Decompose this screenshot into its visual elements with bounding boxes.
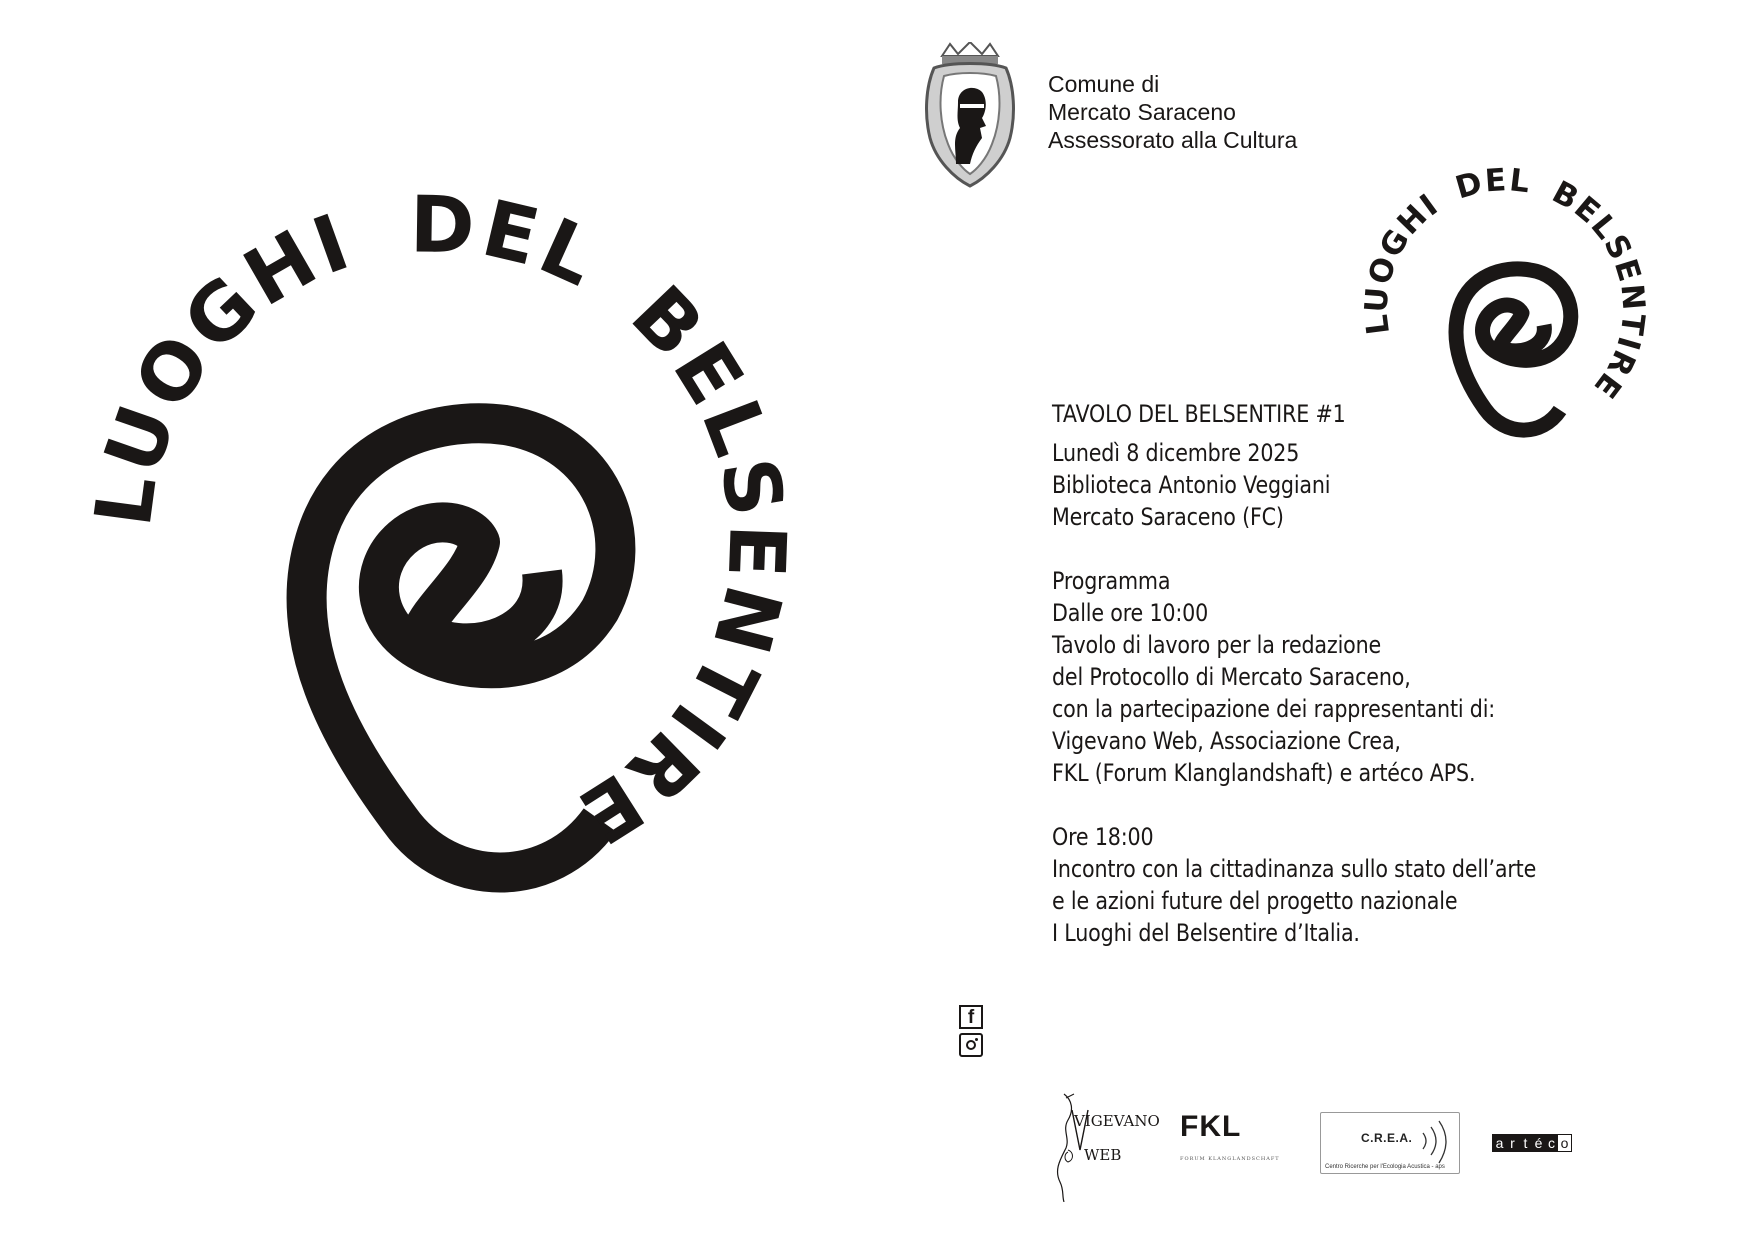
crea-logo	[1320, 1112, 1460, 1174]
evening-line: I Luoghi del Belsentire d’Italia.	[1052, 919, 1360, 947]
belsentire-logo-large	[78, 180, 802, 980]
event-details	[1052, 398, 1551, 949]
coat-of-arms-icon	[920, 42, 1020, 188]
vigevano-web-logo	[1050, 1090, 1160, 1202]
comune-line-2: Mercato Saraceno	[1048, 99, 1236, 125]
vigevano-word: VIGEVANO	[1074, 1112, 1160, 1130]
program-heading: Programma	[1052, 567, 1171, 595]
morning-time: Dalle ore 10:00	[1052, 599, 1209, 627]
morning-line: Tavolo di lavoro per la redazione	[1052, 631, 1382, 659]
event-date: Lunedì 8 dicembre 2025	[1052, 439, 1300, 467]
comune-header	[920, 42, 1380, 192]
arteco-letter: o	[1558, 1135, 1571, 1151]
logo-small-word-luoghi: LUOGHI	[1358, 186, 1446, 337]
event-city: Mercato Saraceno (FC)	[1052, 503, 1284, 531]
crea-subtitle: Centro Ricerche per l'Ecologia Acustica - aps	[1325, 1164, 1445, 1170]
evening-line: Incontro con la cittadinanza sullo stato dell’arte	[1052, 855, 1537, 883]
evening-line: e le azioni future del progetto nazionale	[1052, 887, 1458, 915]
sound-waves-icon	[1419, 1119, 1455, 1165]
ear-spiral-icon	[307, 423, 616, 872]
comune-line-3: Assessorato alla Cultura	[1048, 127, 1298, 153]
morning-line: con la partecipazione dei rappresentanti di:	[1052, 695, 1496, 723]
facebook-icon[interactable]	[959, 1005, 983, 1029]
svg-text:LUOGHI DEL BELSENT	[1358, 162, 1651, 406]
facebook-glyph: f	[967, 1007, 975, 1028]
event-title: TAVOLO DEL BELSENTIRE #1	[1052, 400, 1346, 428]
arteco-letter: é	[1532, 1135, 1545, 1151]
arteco-logo	[1492, 1134, 1572, 1152]
logo-small-word-belsentire: BELSENTIRE	[1546, 174, 1652, 406]
fkl-wordmark: FKL	[1180, 1110, 1242, 1143]
logo-word-del: DEL	[409, 180, 613, 306]
logo-word-belsentire: BELSENTIRE	[561, 269, 802, 862]
morning-line: del Protocollo di Mercato Saraceno,	[1052, 663, 1411, 691]
logo-word-luoghi: LUOGHI	[78, 196, 364, 532]
evening-time: Ore 18:00	[1052, 823, 1154, 851]
arteco-letter: r	[1506, 1135, 1519, 1151]
arteco-letter: c	[1545, 1135, 1558, 1151]
logo-small-word-del: DEL	[1451, 161, 1533, 207]
morning-line: FKL (Forum Klanglandshaft) e artéco APS.	[1052, 759, 1476, 787]
fkl-subtitle: FORUM KLANGLANDSCHAFT	[1180, 1156, 1280, 1162]
arteco-letter: t	[1519, 1135, 1532, 1151]
web-word: WEB	[1084, 1146, 1122, 1164]
partner-logos	[1050, 1090, 1610, 1210]
event-venue: Biblioteca Antonio Veggiani	[1052, 471, 1331, 499]
fkl-logo	[1180, 1112, 1280, 1162]
arteco-letter: a	[1493, 1135, 1506, 1151]
instagram-icon[interactable]	[959, 1033, 983, 1057]
comune-line-1: Comune di	[1048, 71, 1160, 97]
crea-wordmark: C.R.E.A.	[1361, 1131, 1413, 1145]
morning-line: Vigevano Web, Associazione Crea,	[1052, 727, 1401, 755]
